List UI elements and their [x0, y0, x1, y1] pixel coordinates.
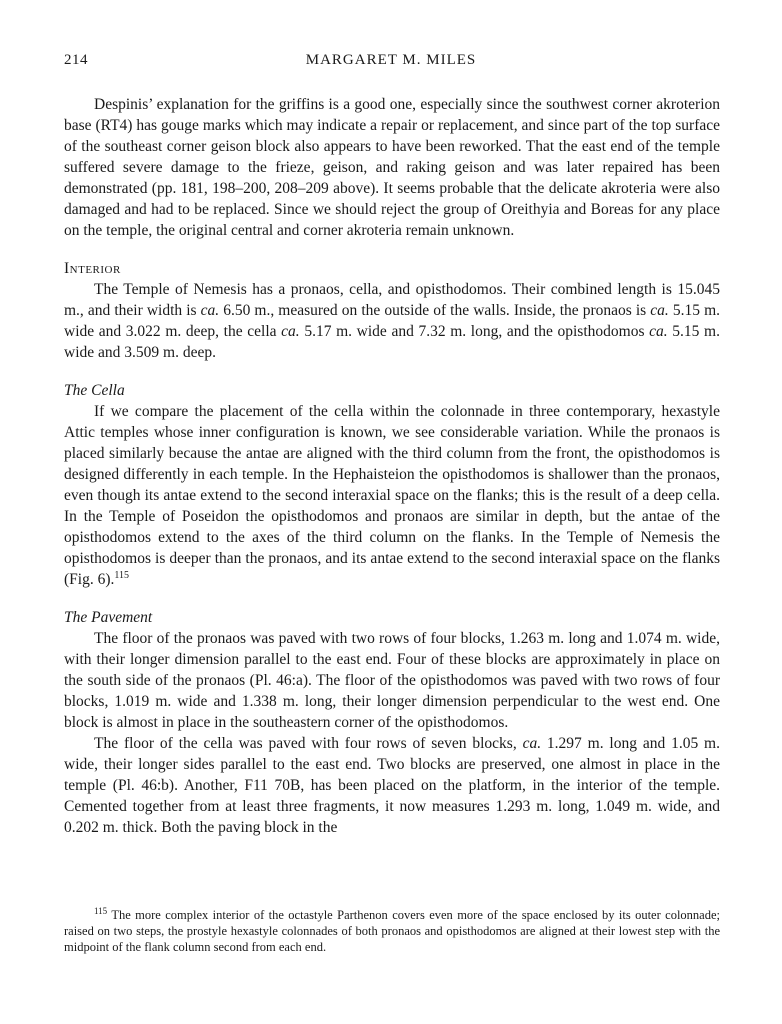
running-head: MARGARET M. MILES	[305, 52, 477, 68]
text-run: 5.15 m. wide and 3.022 m. deep, the cella	[64, 302, 721, 340]
page-number: 214	[64, 52, 88, 68]
footnote-ref: 115	[114, 570, 130, 581]
text-run: 1.297 m. long and 1.05 m. wide, their longer sides parallel to the east end. Two blocks are preserved, one almost in place in the temple (Pl. 46:b). Another, F11 70B, has been placed on the platform, in the interior of the temple. Cemented together from at least three fragments, it now measures 1.293 m. long, 1.049 m. wide, and 0.202 m. thick. Both the paving block in the	[64, 735, 720, 836]
paragraph-cella	[64, 401, 720, 590]
body-text	[64, 94, 720, 838]
text-run: The Temple of Nemesis has a pronaos, cella, and opisthodomos. Their combined length is 15.045 m., and their width is	[64, 281, 720, 319]
ca-abbrev: ca.	[650, 302, 669, 319]
text-run: If we compare the placement of the cella within the colonnade in three contemporary, hexastyle Attic temples whose inner configuration is known, we see considerable variation. While the pronaos is placed similarly because the antae are aligned with the third column from the front, the opisthodomos is designed differently in each temple. In the Hephaisteion the opisthodomos is shallower than the pronaos, even though its antae extend to the second interaxial space on the flanks; this is the result of a deep cella. In the Temple of Poseidon the opisthodomos and pronaos are similar in depth, but the antae of the opisthodomos extend to the axes of the third column on the flanks. In the Temple of Nemesis the opisthodomos is deeper than the pronaos, and its antae extend to the second interaxial space on the flanks (Fig. 6).	[64, 403, 720, 588]
text-run: 5.17 m. wide and 7.32 m. long, and the opisthodomos	[299, 323, 650, 340]
text-run: 6.50 m., measured on the outside of the walls. Inside, the pronaos is	[219, 302, 651, 319]
footnote-number: 115	[94, 906, 108, 916]
text-run: The floor of the cella was paved with four rows of seven blocks,	[94, 735, 523, 752]
paragraph-interior	[64, 279, 720, 363]
footnote-115	[64, 907, 720, 955]
section-heading-cella: The Cella	[64, 382, 125, 399]
paragraph-griffins: Despinis’ explanation for the griffins is a good one, especially since the southwest corner akroterion base (RT4) has gouge marks which may indicate a repair or replacement, and since part of the top surface of the southeast corner geison block also appears to have been reworked. That the east end of the temple suffered severe damage to the frieze, geison, and raking geison and was later repaired has been demonstrated (pp. 181, 198–200, 208–209 above). It seems probable that the delicate akroteria were also damaged and had to be replaced. Since we should reject the group of Oreithyia and Boreas for any place on the temple, the original central and corner akroteria remain unknown.	[64, 96, 720, 239]
text-run: 5.15 m. wide and 3.509 m. deep.	[64, 323, 720, 361]
ca-abbrev: ca.	[522, 735, 542, 752]
page-header	[64, 52, 718, 74]
paragraph-pavement-pronaos: The floor of the pronaos was paved with two rows of four blocks, 1.263 m. long and 1.074 m. wide, with their longer dimension parallel to the east end. Four of these blocks are approximately in place on the south side of the pronaos (Pl. 46:a). The floor of the opisthodomos was paved with two rows of four blocks, 1.019 m. wide and 1.338 m. long, their longer dimension perpendicular to the west end. One block is almost in place in the southeastern corner of the opisthodomos.	[64, 630, 720, 731]
section-heading-pavement: The Pavement	[64, 609, 153, 626]
ca-abbrev: ca.	[200, 302, 220, 319]
footnote-text: The more complex interior of the octastyle Parthenon covers even more of the space enclosed by its outer colonnade; raised on two steps, the prostyle hexastyle colonnades of both pronaos and opisthodomos are aligned at their lowest step with the midpoint of the flank column second from each end.	[64, 908, 720, 954]
ca-abbrev: ca.	[649, 323, 668, 340]
paragraph-pavement-cella	[64, 733, 720, 838]
section-heading-interior: Interior	[64, 260, 121, 277]
ca-abbrev: ca.	[281, 323, 300, 340]
